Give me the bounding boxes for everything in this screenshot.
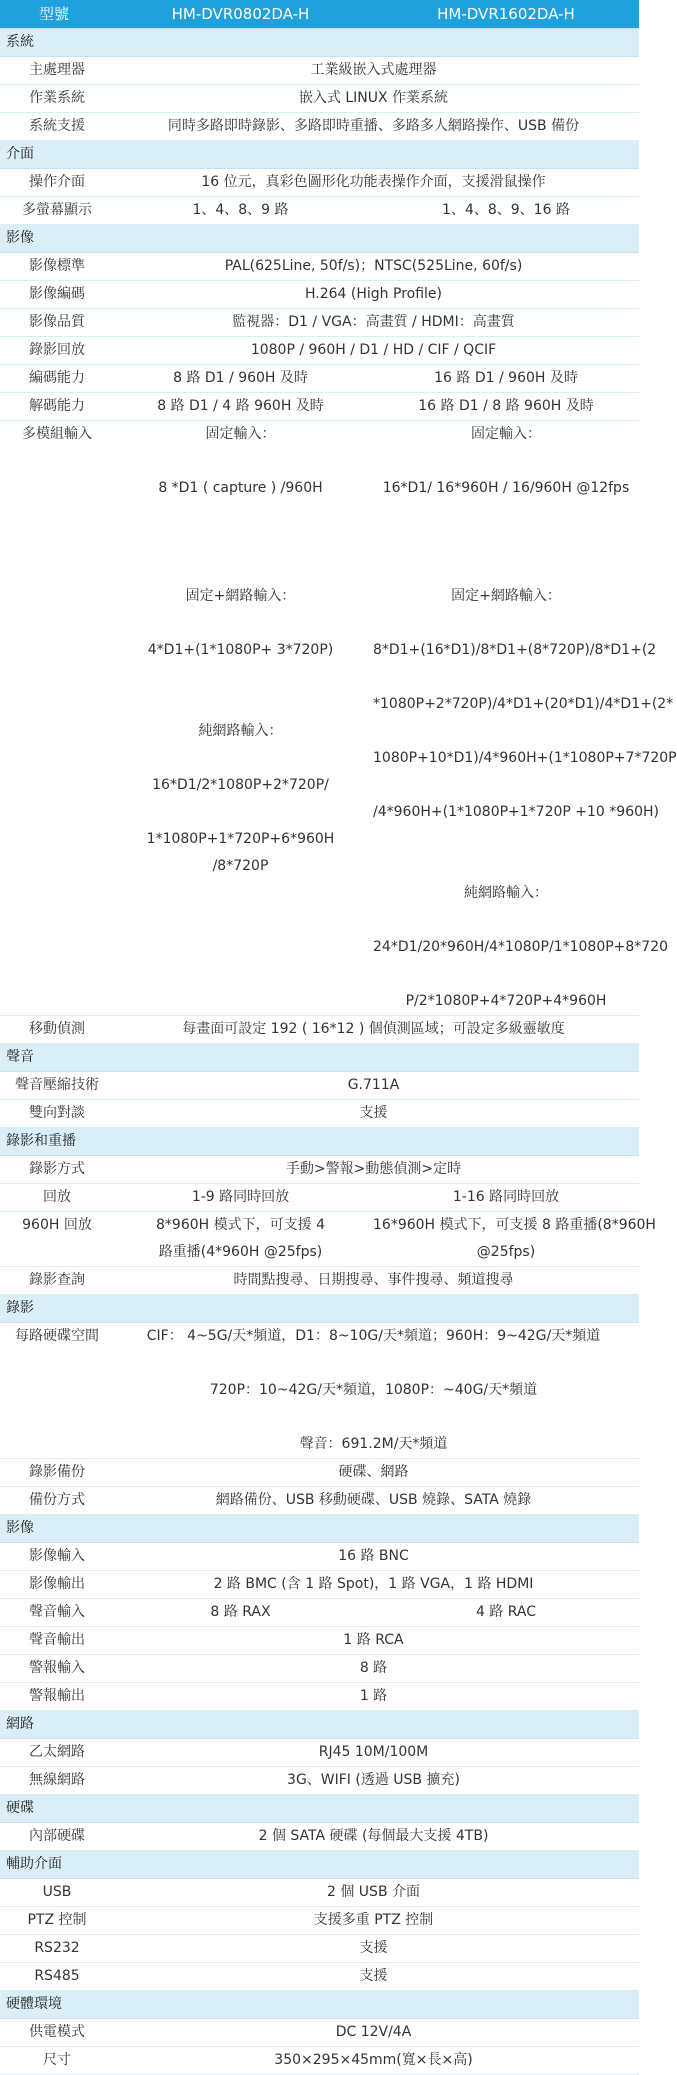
section-title: 聲音 bbox=[0, 1044, 639, 1072]
header-model-b: HM-DVR1602DA-H bbox=[373, 0, 639, 29]
spec-row bbox=[0, 281, 639, 309]
spec-label: 多模組輸入 bbox=[0, 421, 108, 1016]
spec-row bbox=[0, 1739, 639, 1767]
spec-label: 乙太網路 bbox=[0, 1739, 108, 1767]
section-header bbox=[0, 225, 639, 253]
spec-label: 聲音輸出 bbox=[0, 1627, 108, 1655]
spec-value: DC 12V/4A bbox=[108, 2019, 639, 2047]
spec-label: 尺寸 bbox=[0, 2047, 108, 2075]
spec-label: 作業系統 bbox=[0, 85, 108, 113]
cell-line: 8*960H 模式下，可支援 4 bbox=[156, 1217, 325, 1233]
spec-row bbox=[0, 1100, 639, 1128]
section-title: 介面 bbox=[0, 141, 639, 169]
spec-row bbox=[0, 2047, 639, 2075]
spec-value: 硬碟、網路 bbox=[108, 1459, 639, 1487]
spec-label: 供電模式 bbox=[0, 2019, 108, 2047]
spec-value: 手動>警報>動態偵測>定時 bbox=[108, 1156, 639, 1184]
spec-value-model-b: 16 路 D1 / 960H 及時 bbox=[373, 365, 639, 393]
spec-label: 無線網路 bbox=[0, 1767, 108, 1795]
spec-value: RJ45 10M/100M bbox=[108, 1739, 639, 1767]
spec-row bbox=[0, 113, 639, 141]
spec-row bbox=[0, 2019, 639, 2047]
spec-value: 支援多重 PTZ 控制 bbox=[108, 1907, 639, 1935]
cell-line: 8 *D1 ( capture ) /960H bbox=[158, 480, 323, 496]
spec-row bbox=[0, 1907, 639, 1935]
cell-line bbox=[373, 853, 639, 880]
spec-value: 嵌入式 LINUX 作業系統 bbox=[108, 85, 639, 113]
spec-label: 影像標準 bbox=[0, 253, 108, 281]
spec-row bbox=[0, 1072, 639, 1100]
spec-label: 影像品質 bbox=[0, 309, 108, 337]
spec-label: 多螢幕顯示 bbox=[0, 197, 108, 225]
spec-row bbox=[0, 1016, 639, 1044]
cell-line bbox=[108, 1404, 639, 1431]
spec-label: 錄影查詢 bbox=[0, 1267, 108, 1295]
spec-row bbox=[0, 1599, 639, 1627]
spec-label: 聲音壓縮技術 bbox=[0, 1072, 108, 1100]
cell-line bbox=[373, 529, 639, 556]
cell-line bbox=[373, 502, 639, 529]
spec-value: 時間點搜尋、日期搜尋、事件搜尋、頻道搜尋 bbox=[108, 1267, 639, 1295]
spec-row bbox=[0, 1212, 639, 1267]
spec-value: 3G、WIFI (透過 USB 擴充) bbox=[108, 1767, 639, 1795]
section-header bbox=[0, 1795, 639, 1823]
spec-row bbox=[0, 1963, 639, 1991]
spec-value-model-a bbox=[108, 1212, 373, 1267]
spec-label: 影像輸出 bbox=[0, 1571, 108, 1599]
cell-line: 固定+網路輸入： bbox=[451, 588, 561, 604]
spec-label: 移動偵測 bbox=[0, 1016, 108, 1044]
spec-label: 錄影方式 bbox=[0, 1156, 108, 1184]
section-title: 錄影和重播 bbox=[0, 1128, 639, 1156]
spec-value-model-b: 16 路 D1 / 8 路 960H 及時 bbox=[373, 393, 639, 421]
spec-value-model-a: 8 路 D1 / 4 路 960H 及時 bbox=[108, 393, 373, 421]
spec-value: 2 個 SATA 硬碟 (每個最大支援 4TB) bbox=[108, 1823, 639, 1851]
spec-row bbox=[0, 1767, 639, 1795]
cell-line: 聲音：691.2M/天*頻道 bbox=[299, 1436, 448, 1452]
spec-label: 960H 回放 bbox=[0, 1212, 108, 1267]
spec-value: 16 路 BNC bbox=[108, 1543, 639, 1571]
cell-line bbox=[373, 448, 639, 475]
cell-line: 24*D1/20*960H/4*1080P/1*1080P+8*720 bbox=[373, 939, 669, 955]
spec-value-model-a: 1、4、8、9 路 bbox=[108, 197, 373, 225]
cell-line: 16*960H 模式下，可支援 8 路重播(8*960H bbox=[373, 1217, 656, 1233]
spec-value-model-a: 8 路 RAX bbox=[108, 1599, 373, 1627]
header-row bbox=[0, 0, 639, 29]
cell-line: 1080P+10*D1)/4*960H+(1*1080P+7*720P bbox=[373, 750, 677, 766]
spec-value: 每畫面可設定 192 ( 16*12 ) 個偵測區域；可設定多級靈敏度 bbox=[108, 1016, 639, 1044]
cell-line bbox=[108, 745, 373, 772]
spec-row bbox=[0, 1459, 639, 1487]
cell-line bbox=[373, 961, 639, 988]
cell-line bbox=[108, 529, 373, 556]
spec-value-model-b bbox=[373, 421, 677, 1016]
spec-value: PAL(625Line, 50f/s)；NTSC(525Line, 60f/s) bbox=[108, 253, 639, 281]
header-label: 型號 bbox=[0, 0, 108, 29]
section-title: 網路 bbox=[0, 1711, 639, 1739]
section-header bbox=[0, 1991, 639, 2019]
section-title: 系統 bbox=[0, 29, 639, 57]
spec-row bbox=[0, 1823, 639, 1851]
spec-label: 影像編碼 bbox=[0, 281, 108, 309]
spec-row bbox=[0, 1935, 639, 1963]
spec-label: 每路硬碟空間 bbox=[0, 1323, 108, 1459]
spec-value: 支援 bbox=[108, 1935, 639, 1963]
cell-line: /4*960H+(1*1080P+1*720P +10 *960H) bbox=[373, 804, 660, 820]
spec-value-model-b: 4 路 RAC bbox=[373, 1599, 639, 1627]
cell-line bbox=[108, 1350, 639, 1377]
spec-label: 主處理器 bbox=[0, 57, 108, 85]
spec-value: 工業級嵌入式處理器 bbox=[108, 57, 639, 85]
cell-line: @25fps) bbox=[476, 1244, 536, 1260]
section-title: 輔助介面 bbox=[0, 1851, 639, 1879]
spec-value: 2 路 BMC (含 1 路 Spot)，1 路 VGA，1 路 HDMI bbox=[108, 1571, 639, 1599]
spec-value-model-a: 8 路 D1 / 960H 及時 bbox=[108, 365, 373, 393]
spec-row bbox=[0, 1655, 639, 1683]
spec-value-model-b: 1-16 路同時回放 bbox=[373, 1184, 639, 1212]
cell-line bbox=[373, 772, 639, 799]
section-header bbox=[0, 1044, 639, 1072]
cell-line bbox=[108, 799, 373, 826]
section-title: 硬碟 bbox=[0, 1795, 639, 1823]
spec-value-model-b bbox=[373, 1212, 656, 1267]
cell-line bbox=[373, 556, 639, 583]
spec-row bbox=[0, 1156, 639, 1184]
cell-line: 8*D1+(16*D1)/8*D1+(8*720P)/8*D1+(2 bbox=[373, 642, 657, 658]
cell-line bbox=[373, 826, 639, 853]
spec-row bbox=[0, 197, 639, 225]
spec-value: 支援 bbox=[108, 1963, 639, 1991]
spec-value: 1 路 RCA bbox=[108, 1627, 639, 1655]
spec-value: 網路備份、USB 移動硬碟、USB 燒錄、SATA 燒錄 bbox=[108, 1487, 639, 1515]
cell-line bbox=[373, 610, 639, 637]
spec-value-model-a bbox=[108, 421, 373, 1016]
cell-line: 路重播(4*960H @25fps) bbox=[158, 1244, 323, 1260]
section-title: 影像 bbox=[0, 1515, 639, 1543]
cell-line: 720P：10~42G/天*頻道，1080P：~40G/天*頻道 bbox=[209, 1382, 538, 1398]
cell-line: 4*D1+(1*1080P+ 3*720P) bbox=[147, 642, 334, 658]
cell-line: 純網路輸入： bbox=[464, 885, 548, 901]
spec-label: 警報輸入 bbox=[0, 1655, 108, 1683]
cell-line bbox=[108, 610, 373, 637]
spec-row bbox=[0, 393, 639, 421]
spec-label: RS232 bbox=[0, 1935, 108, 1963]
spec-row bbox=[0, 1323, 639, 1459]
spec-row bbox=[0, 421, 639, 1016]
section-header bbox=[0, 1515, 639, 1543]
cell-line bbox=[373, 718, 639, 745]
cell-line bbox=[108, 448, 373, 475]
spec-value-model-a: 1-9 路同時回放 bbox=[108, 1184, 373, 1212]
section-header bbox=[0, 1711, 639, 1739]
spec-row bbox=[0, 337, 639, 365]
cell-line bbox=[108, 664, 373, 691]
spec-label: 影像輸入 bbox=[0, 1543, 108, 1571]
spec-row bbox=[0, 309, 639, 337]
spec-value: H.264 (High Profile) bbox=[108, 281, 639, 309]
section-title: 影像 bbox=[0, 225, 639, 253]
section-header bbox=[0, 1295, 639, 1323]
section-title: 錄影 bbox=[0, 1295, 639, 1323]
spec-row bbox=[0, 253, 639, 281]
cell-line bbox=[373, 664, 639, 691]
cell-line bbox=[108, 556, 373, 583]
cell-line: 純網路輸入： bbox=[198, 723, 283, 739]
spec-label: 編碼能力 bbox=[0, 365, 108, 393]
spec-value: 16 位元，真彩色圖形化功能表操作介面，支援滑鼠操作 bbox=[108, 169, 639, 197]
section-header bbox=[0, 1851, 639, 1879]
spec-row bbox=[0, 365, 639, 393]
header-model-a: HM-DVR0802DA-H bbox=[108, 0, 373, 29]
spec-value: 1080P / 960H / D1 / HD / CIF / QCIF bbox=[108, 337, 639, 365]
spec-value: 2 個 USB 介面 bbox=[108, 1879, 639, 1907]
cell-line: 16*D1/ 16*960H / 16/960H @12fps bbox=[382, 480, 630, 496]
spec-label: RS485 bbox=[0, 1963, 108, 1991]
spec-label: 解碼能力 bbox=[0, 393, 108, 421]
cell-line: CIF： 4~5G/天*頻道，D1：8~10G/天*頻道；960H：9~42G/天*頻道 bbox=[146, 1328, 601, 1344]
spec-row bbox=[0, 1267, 639, 1295]
spec-value: 監視器：D1 / VGA：高畫質 / HDMI：高畫質 bbox=[108, 309, 639, 337]
cell-line: P/2*1080P+4*720P+4*960H bbox=[405, 993, 607, 1009]
spec-row bbox=[0, 1184, 639, 1212]
cell-line: 16*D1/2*1080P+2*720P/ bbox=[152, 777, 329, 793]
cell-line bbox=[108, 502, 373, 529]
cell-line: 固定輸入： bbox=[471, 426, 541, 442]
spec-label: PTZ 控制 bbox=[0, 1907, 108, 1935]
spec-label: 雙向對談 bbox=[0, 1100, 108, 1128]
spec-label: USB bbox=[0, 1879, 108, 1907]
cell-line bbox=[373, 907, 639, 934]
cell-line: /8*720P bbox=[212, 858, 269, 874]
spec-value: 支援 bbox=[108, 1100, 639, 1128]
cell-line: 1*1080P+1*720P+6*960H bbox=[146, 831, 335, 847]
section-header bbox=[0, 29, 639, 57]
spec-label: 操作介面 bbox=[0, 169, 108, 197]
spec-label: 錄影回放 bbox=[0, 337, 108, 365]
spec-row bbox=[0, 169, 639, 197]
spec-row bbox=[0, 1543, 639, 1571]
spec-label: 警報輸出 bbox=[0, 1683, 108, 1711]
spec-row bbox=[0, 1683, 639, 1711]
spec-value: 同時多路即時錄影、多路即時重播、多路多人網路操作、USB 備份 bbox=[108, 113, 639, 141]
cell-line: 固定+網路輸入： bbox=[185, 588, 296, 604]
spec-label: 備份方式 bbox=[0, 1487, 108, 1515]
spec-value: 1 路 bbox=[108, 1683, 639, 1711]
spec-label: 錄影備份 bbox=[0, 1459, 108, 1487]
spec-row bbox=[0, 1487, 639, 1515]
spec-value: 350×295×45mm(寬×長×高) bbox=[108, 2047, 639, 2075]
section-header bbox=[0, 1128, 639, 1156]
spec-label: 回放 bbox=[0, 1184, 108, 1212]
spec-row bbox=[0, 85, 639, 113]
spec-row bbox=[0, 1627, 639, 1655]
cell-line bbox=[108, 691, 373, 718]
cell-line: 固定輸入： bbox=[205, 426, 276, 442]
spec-label: 內部硬碟 bbox=[0, 1823, 108, 1851]
spec-row bbox=[0, 57, 639, 85]
spec-value: G.711A bbox=[108, 1072, 639, 1100]
spec-row bbox=[0, 1879, 639, 1907]
spec-value bbox=[108, 1323, 639, 1459]
cell-line: *1080P+2*720P)/4*D1+(20*D1)/4*D1+(2* bbox=[373, 696, 674, 712]
spec-value-model-b: 1、4、8、9、16 路 bbox=[373, 197, 639, 225]
spec-label: 聲音輸入 bbox=[0, 1599, 108, 1627]
spec-value: 8 路 bbox=[108, 1655, 639, 1683]
section-header bbox=[0, 141, 639, 169]
section-title: 硬體環境 bbox=[0, 1991, 639, 2019]
spec-label: 系統支援 bbox=[0, 113, 108, 141]
spec-row bbox=[0, 1571, 639, 1599]
